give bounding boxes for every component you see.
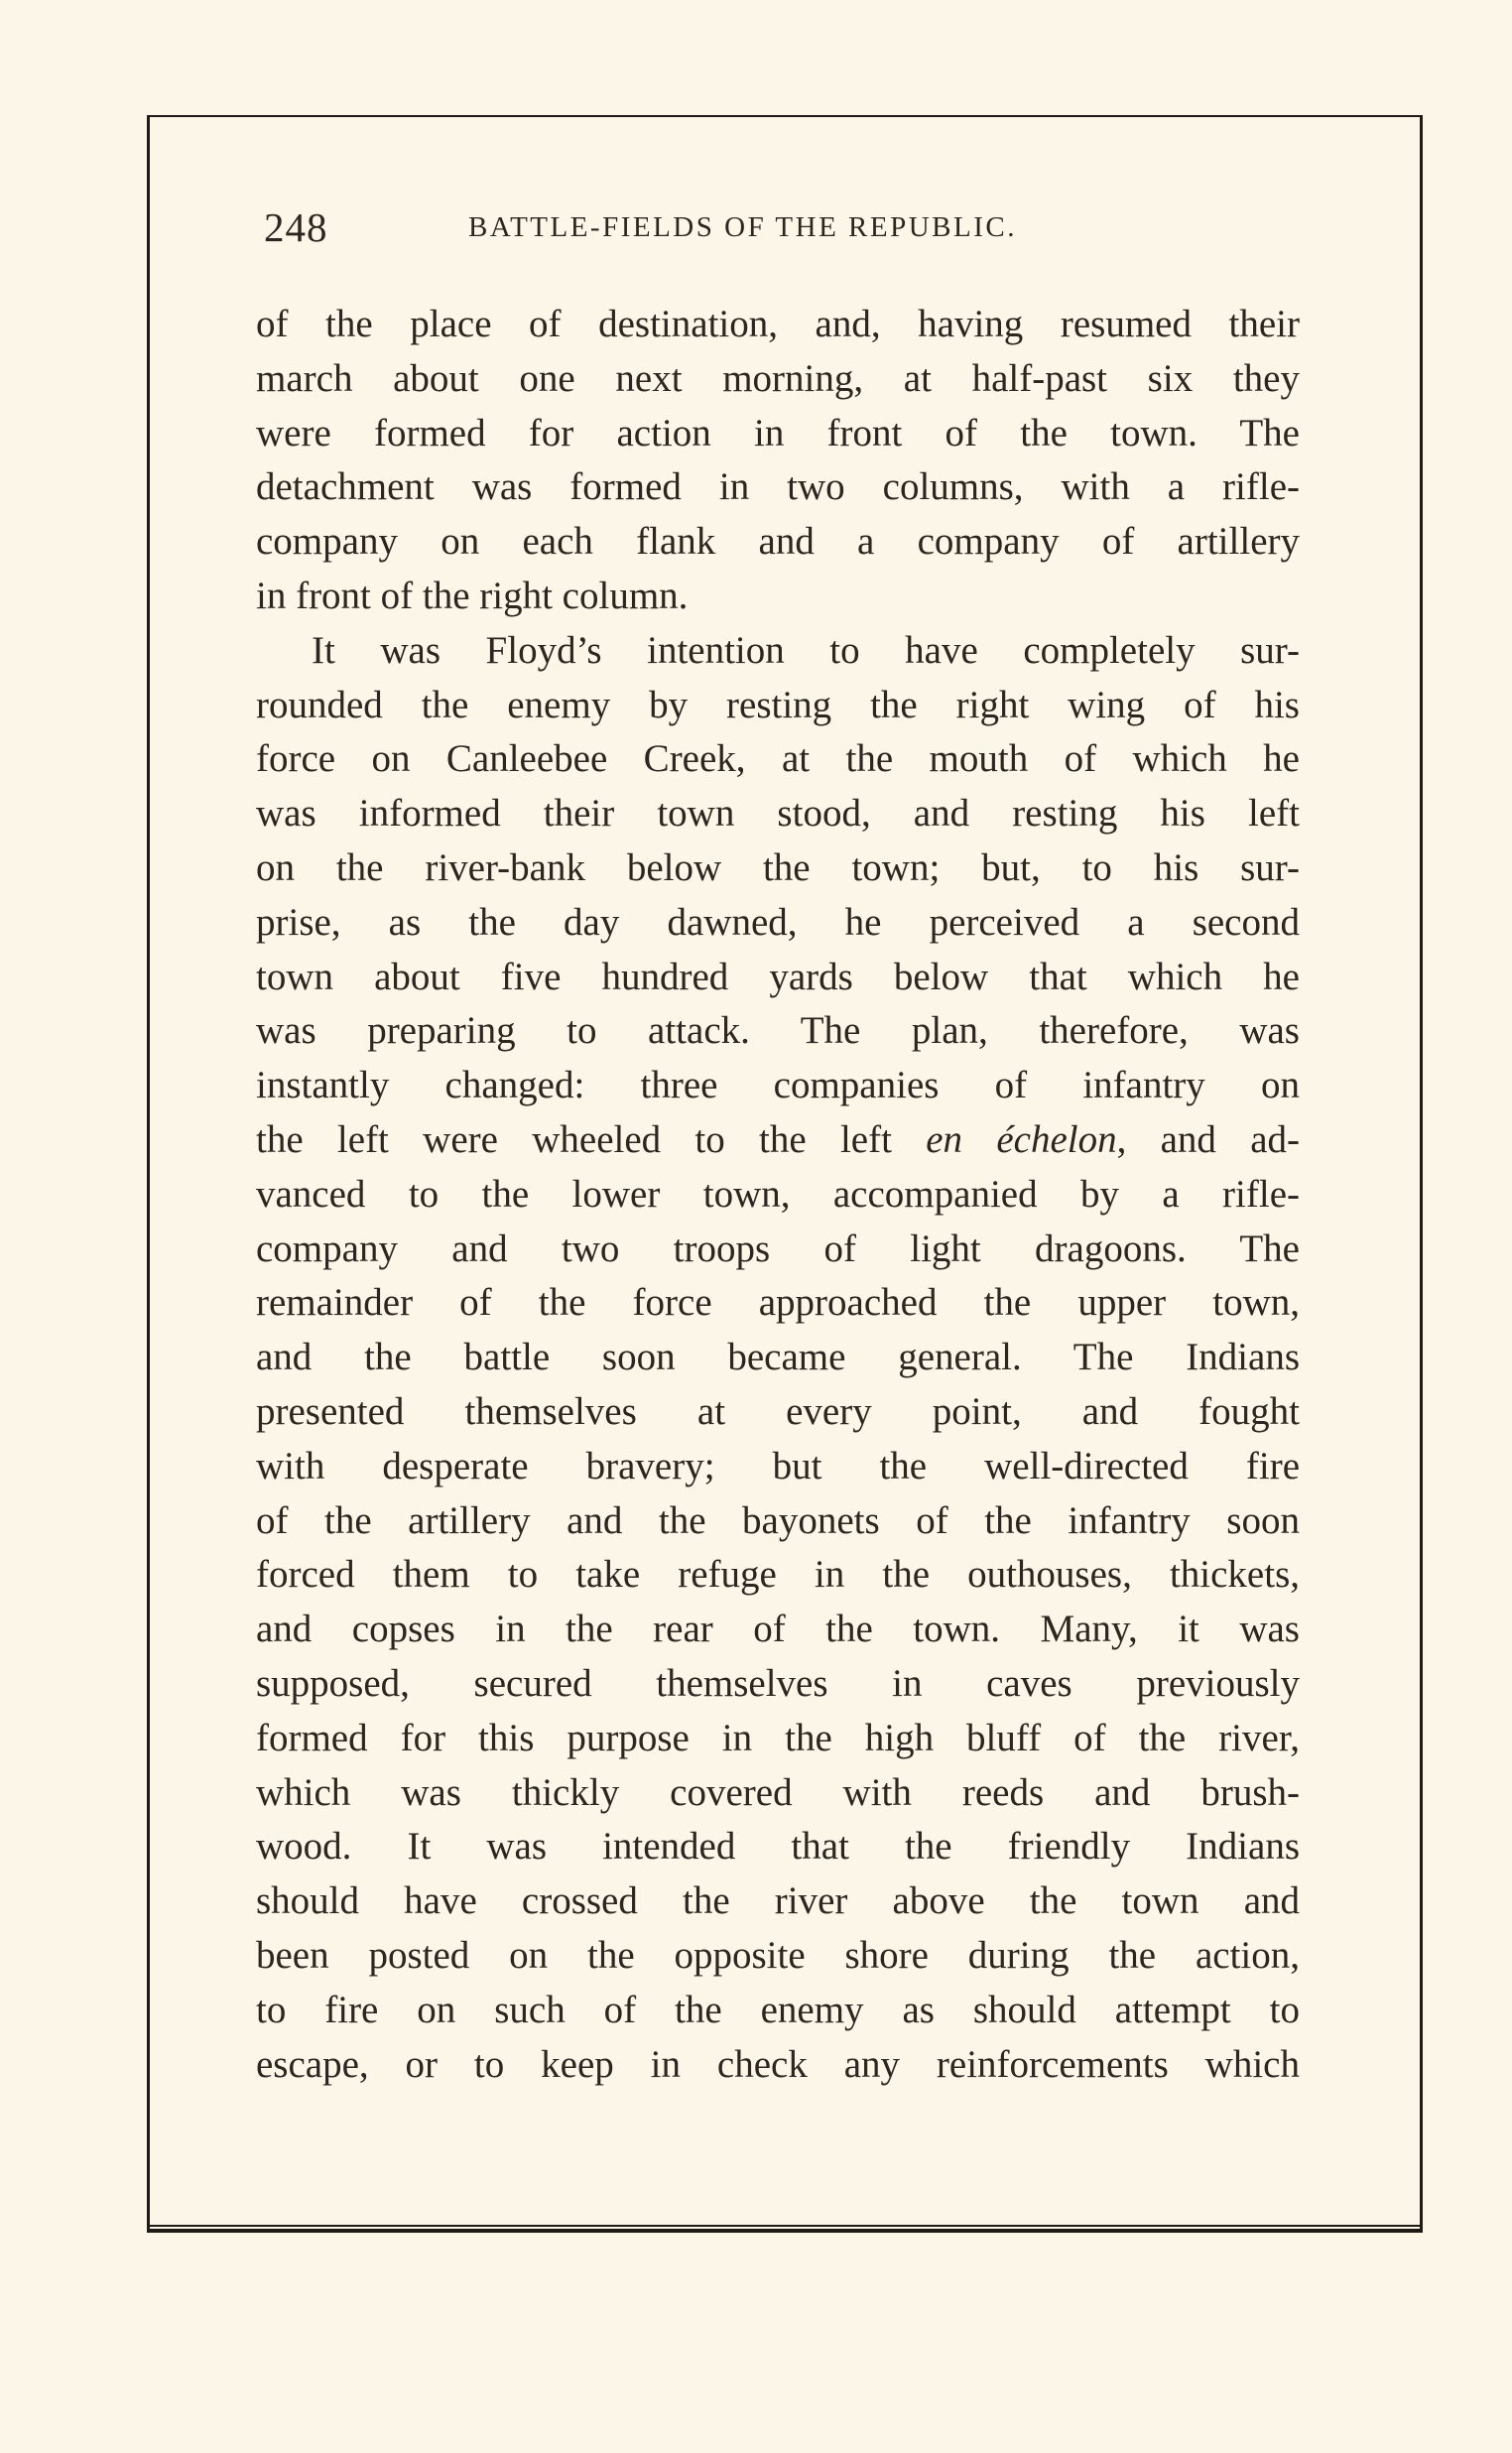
text-line: company and two troops of light dragoons. The (256, 1226, 1300, 1270)
text-line: to fire on such of the enemy as should attempt to (256, 1988, 1300, 2031)
text-line: instantly changed: three companies of infantry on (256, 1064, 1300, 1107)
text-line: detachment was formed in two columns, with a rifle- (256, 465, 1300, 509)
page-number: 248 (264, 204, 328, 250)
text-line: was preparing to attack. The plan, therefore, was (256, 1009, 1300, 1053)
text-line: vanced to the lower town, accompanied by a rifle- (256, 1172, 1300, 1216)
running-head (264, 203, 1306, 263)
text-line: company on each flank and a company of artillery (256, 520, 1300, 564)
running-title: BATTLE-FIELDS OF THE REPUBLIC. (468, 211, 1017, 243)
text-line: supposed, secured themselves in caves previously (256, 1661, 1300, 1705)
text-line: remainder of the force approached the upper town, (256, 1281, 1300, 1325)
paragraph-start-line: It was Floyd’s intention to have completely sur- (312, 628, 1300, 672)
body-text (256, 298, 1300, 2092)
text-line: of the artillery and the bayonets of the infantry soon (256, 1498, 1300, 1542)
text-line: prise, as the day dawned, he perceived a second (256, 900, 1300, 944)
text-line: wood. It was intended that the friendly Indians (256, 1825, 1300, 1869)
text-line: in front of the right column. (256, 574, 689, 617)
text-line: rounded the enemy by resting the right wing of his (256, 683, 1300, 726)
text-segment: , and ad- (1116, 1117, 1300, 1161)
text-line: presented themselves at every point, and fought (256, 1389, 1300, 1433)
text-segment: the left were wheeled to the left (256, 1117, 927, 1161)
text-line: should have crossed the river above the town and (256, 1879, 1300, 1923)
text-line: force on Canleebee Creek, at the mouth of which he (256, 737, 1300, 781)
text-line: march about one next morning, at half-past six they (256, 356, 1300, 400)
text-line: and copses in the rear of the town. Many, it was (256, 1608, 1300, 1651)
text-line: and the battle soon became general. The Indians (256, 1336, 1300, 1379)
text-line: escape, or to keep in check any reinforcements which (256, 2042, 1300, 2086)
text-line: town about five hundred yards below that which he (256, 955, 1300, 998)
text-line: was informed their town stood, and resting his left (256, 792, 1300, 836)
page-border-rule (147, 2225, 1423, 2227)
text-line: which was thickly covered with reeds and brush- (256, 1770, 1300, 1814)
text-line: on the river-bank below the town; but, to his sur- (256, 845, 1300, 889)
text-line: with desperate bravery; but the well-directed fire (256, 1444, 1300, 1487)
text-line-with-italic (256, 1113, 1300, 1168)
text-line: forced them to take refuge in the outhouses, thickets, (256, 1553, 1300, 1597)
text-line: were formed for action in front of the town. The (256, 411, 1300, 454)
text-line: of the place of destination, and, having resumed their (256, 303, 1300, 345)
text-line: been posted on the opposite shore during the action, (256, 1933, 1300, 1977)
italic-phrase: en échelon (926, 1117, 1117, 1161)
text-line: formed for this purpose in the high bluff of the river, (256, 1716, 1300, 1759)
